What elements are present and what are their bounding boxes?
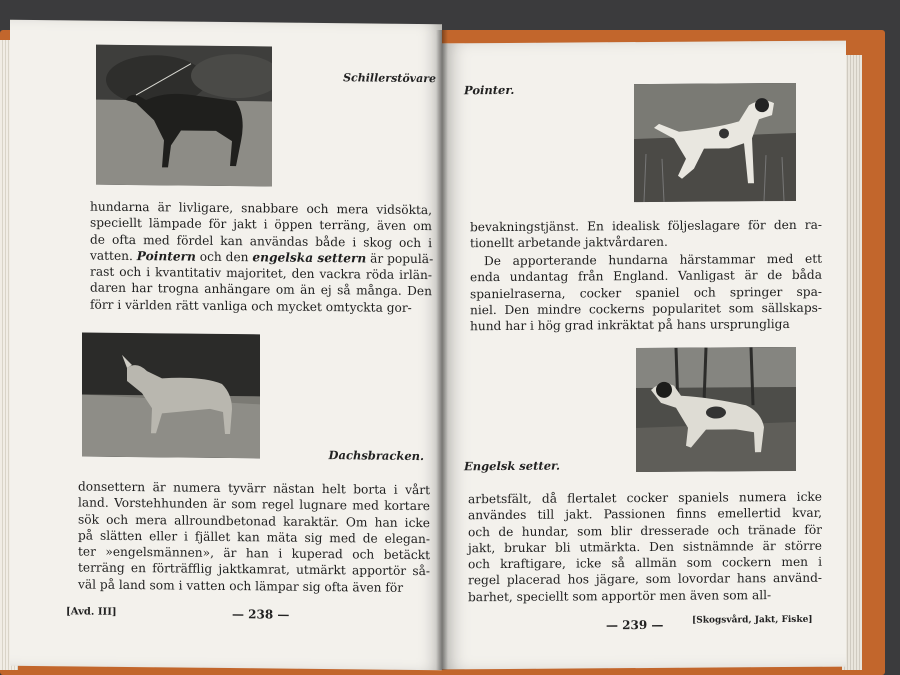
text-line: förr i världen rätt vanliga och mycket omtyckta gor- bbox=[90, 297, 412, 315]
footer-section-right: [Skogsvård, Jakt, Fiske] bbox=[692, 614, 813, 626]
emphasized-term: engelska settern bbox=[252, 250, 367, 266]
emphasized-term: Pointern bbox=[136, 248, 196, 264]
text-line: land. Vorstehhunden är som regel lugnare med kortare bbox=[78, 495, 430, 514]
schillerstovare-photo bbox=[96, 45, 272, 187]
text-line: hund har i hög grad inkräktat på hans ursprungliga bbox=[470, 317, 790, 334]
left-paragraph-2 bbox=[78, 478, 430, 596]
left-paragraph-1 bbox=[90, 199, 432, 317]
text-line: daren har trogna anhängare om än ej så många. Den bbox=[90, 281, 432, 299]
right-paragraph-2 bbox=[470, 251, 822, 335]
text-line: tionellt arbetande jaktvårdaren. bbox=[470, 235, 668, 251]
footer-section-left: [Avd. III] bbox=[66, 606, 117, 618]
text-line: enda undantag från England. Vanligast är de båda bbox=[470, 268, 822, 285]
text-line: väl på land som i vatten och lämpar sig ofta även för bbox=[78, 577, 404, 595]
pointer-photo bbox=[634, 83, 796, 202]
caption-engelsk-setter: Engelsk setter. bbox=[464, 458, 561, 474]
left-page bbox=[10, 20, 442, 671]
caption-pointer: Pointer. bbox=[464, 82, 515, 98]
page-number-left: — 238 — bbox=[232, 607, 290, 622]
text-line: rast och i kvantitativ majoritet, den vackra röda irlän- bbox=[90, 264, 432, 283]
caption-schillerstovare: Schillerstövare bbox=[343, 71, 436, 86]
text-line: bevakningstjänst. En idealisk följeslagare för den ra- bbox=[470, 217, 822, 235]
text-line: arbetsfält, då flertalet cocker spaniels numera icke bbox=[468, 489, 822, 507]
text-line: de ofta med fördel kan användas både i skog och i bbox=[90, 232, 432, 250]
text-line: speciellt lämpade för jakt i öppen terräng, även om bbox=[90, 215, 432, 234]
right-paragraph-3 bbox=[468, 489, 822, 606]
right-page bbox=[442, 41, 846, 670]
text-line: ter »engelsmännen», är han i kuperad och betäckt bbox=[78, 544, 430, 563]
text-line: jakt, brukar bli utmärkta. Den sistnämnde är större bbox=[468, 538, 822, 556]
text-line: och kraftigare, icke så allmän som cockern men i bbox=[468, 554, 822, 572]
text-line: och de hundar, som blir dresserade och tränade för bbox=[468, 522, 822, 539]
text-line: på slätten eller i fjället kan mäta sig med de elegan- bbox=[78, 528, 430, 547]
text-line: sök och mera allroundbetonad karaktär. Om han icke bbox=[78, 512, 430, 530]
text-line: regel placerad hos jägare, som lovordar hans använd- bbox=[468, 571, 822, 588]
caption-dachsbracken: Dachsbracken. bbox=[328, 448, 424, 464]
dachsbracke-photo bbox=[82, 332, 260, 458]
text-line: donsettern är numera tyvärr nästan helt borta i vårt bbox=[78, 479, 430, 498]
text-line: terräng en förträfflig jaktkamrat, utmärkt apportör så- bbox=[78, 560, 430, 579]
text-line: barhet, speciellt som apportör men även som all- bbox=[468, 587, 772, 605]
text-line: spanielraserna, cocker spaniel och springer spa- bbox=[470, 284, 822, 301]
right-paragraph-1 bbox=[470, 217, 822, 252]
english-setter-photo bbox=[636, 347, 796, 472]
text-line: De apporterande hundarna härstammar med ett bbox=[484, 251, 822, 269]
text-line: användes till jakt. Passionen finns emellertid kvar, bbox=[468, 506, 822, 523]
text-line: hundarna är livligare, snabbare och mera vidsökta, bbox=[90, 199, 432, 218]
text-line: niel. Den mindre cockerns popularitet som sällskaps- bbox=[470, 300, 822, 318]
book-gutter bbox=[436, 30, 448, 670]
page-number-right: — 239 — bbox=[606, 617, 664, 633]
text-line: vatten. Pointern och den engelska settern är populä- bbox=[90, 248, 434, 267]
